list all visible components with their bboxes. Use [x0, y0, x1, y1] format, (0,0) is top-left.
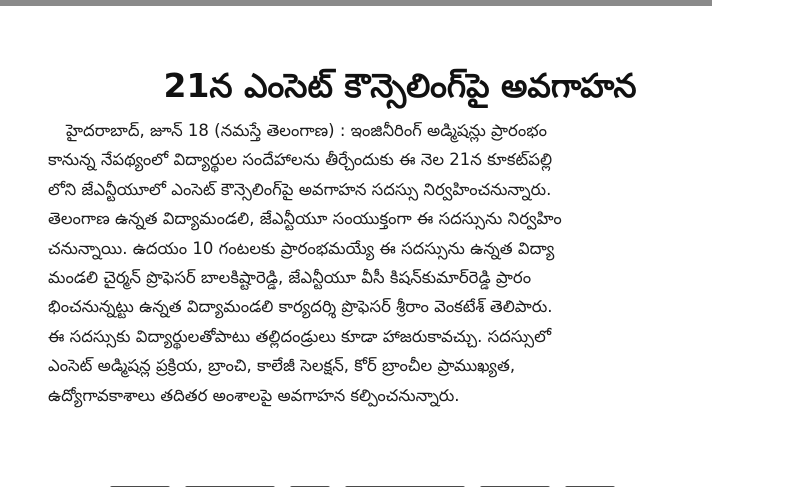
article-line: మండలి చైర్మన్ ప్రొఫెసర్ బాలకిష్టారెడ్డి, జేఎన్టీయూ వీసీ కిషన్‌కుమార్‌రెడ్డి ప్రారం — [48, 267, 532, 287]
article-line: తెలంగాణ ఉన్నత విద్యామండలి, జేఎన్టీయూ సంయుక్తంగా ఈ సదస్సును నిర్వహిం — [48, 209, 562, 229]
article-body — [48, 116, 724, 410]
top-divider-rule — [0, 0, 712, 6]
article-line: చనున్నాయి. ఉదయం 10 గంటలకు ప్రారంభమయ్యే ఈ సదస్సును ఉన్నత విద్యా — [48, 238, 555, 258]
article-headline: 21న ఎంసెట్ కౌన్సెలింగ్‌పై అవగాహన — [163, 66, 637, 106]
article-line: హైదరాబాద్, జూన్ 18 (నమస్తే తెలంగాణ) : ఇంజినీరింగ్ అడ్మిషన్లు ప్రారంభం — [66, 121, 547, 140]
cropped-next-headline-fragment — [110, 476, 630, 487]
article-line: లోని జేఎన్టీయూలో ఎంసెట్ కౌన్సెలింగ్‌పై అవగాహన సదస్సు నిర్వహించనున్నారు. — [48, 179, 552, 199]
article-line: ఎంసెట్ అడ్మిషన్ల ప్రక్రియ, బ్రాంచి, కాలేజీ సెలక్షన్, కోర్ బ్రాంచీల ప్రాముఖ్యత, — [48, 356, 516, 376]
article-line: కానున్న నేపథ్యంలో విద్యార్థుల సందేహాలను తీర్చేందుకు ఈ నెల 21న కూకట్‌పల్లి — [48, 150, 553, 170]
article-line: ఉద్యోగావకాశాలు తదితర అంశాలపై అవగాహన కల్పించనున్నారు. — [48, 385, 460, 405]
article-line: ఈ సదస్సుకు విద్యార్థులతోపాటు తల్లిదండ్రులు కూడా హాజరుకావచ్చు. సదస్సులో — [48, 326, 552, 346]
article-line: భించనున్నట్టు ఉన్నత విద్యామండలి కార్యదర్శి ప్రొఫెసర్ శ్రీరాం వెంకటేశ్ తెలిపారు. — [48, 297, 553, 317]
